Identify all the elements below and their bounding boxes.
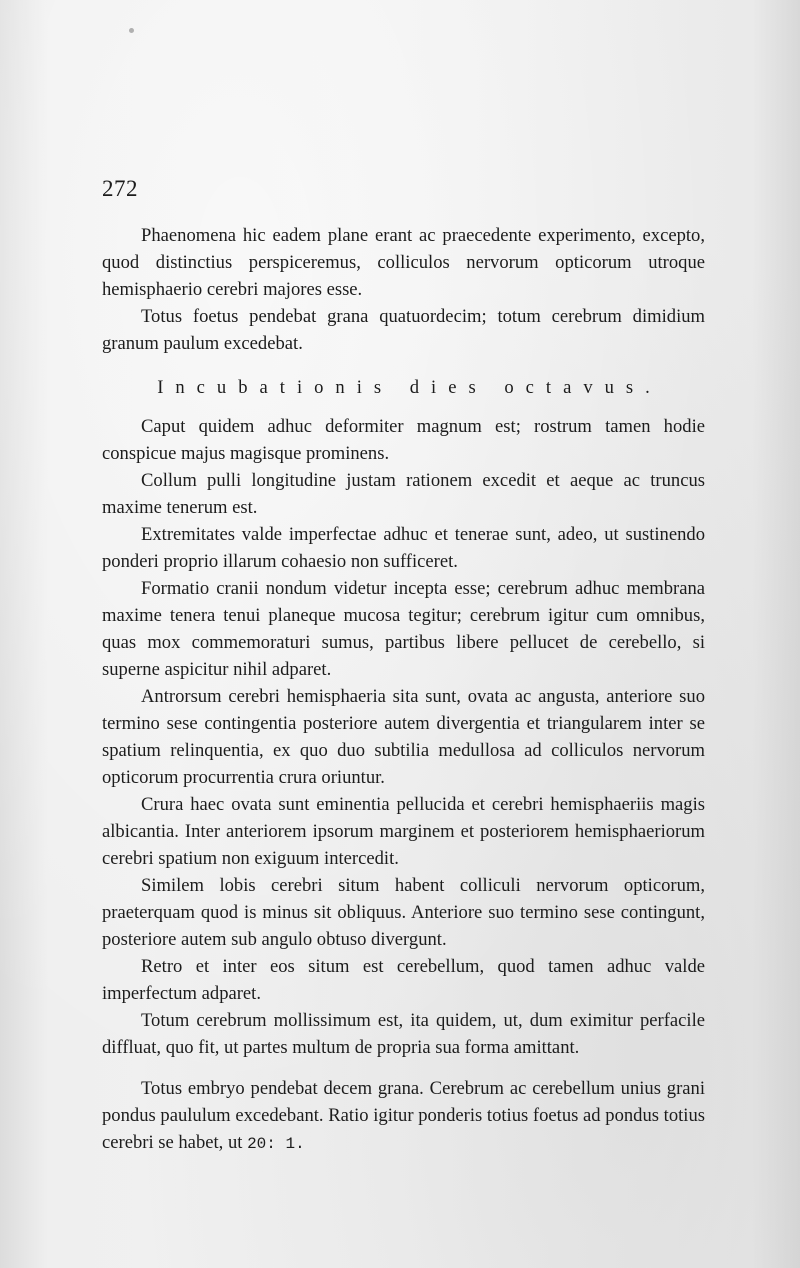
- final-paragraph-text: Totus embryo pendebat decem grana. Cerebrum ac cerebellum unius grani pondus paululum excedebant. Ratio igitur ponderis totius foetus ad pondus totius cerebri se habet, ut: [102, 1078, 705, 1153]
- paragraph: Similem lobis cerebri situm habent colliculi nervorum opticorum, praeterquam quod is minus sit obliquus. Anteriore suo termino sese contingunt, posteriore autem sub angulo obtuso divergunt.: [102, 875, 705, 950]
- paragraph: Antrorsum cerebri hemisphaeria sita sunt, ovata ac angusta, anteriore suo termino sese contingentia posteriore autem divergentia et triangularem inter se spatium relinquentia, ex quo duo subtilia medullosa ad colliculos nervorum opticorum procurrentia crura oriuntur.: [102, 686, 705, 788]
- paragraph: Totus foetus pendebat grana quatuordecim; totum cerebrum dimidium granum paulum excedebat.: [102, 306, 705, 354]
- paragraph: Extremitates valde imperfectae adhuc et tenerae sunt, adeo, ut sustinendo ponderi proprio illarum cohaesio non sufficeret.: [102, 524, 705, 572]
- paragraph: Phaenomena hic eadem plane erant ac praecedente experimento, excepto, quod distinctius perspiceremus, colliculos nervorum opticorum utroque hemisphaerio cerebri majores esse.: [102, 225, 705, 300]
- paragraph: Formatio cranii nondum videtur incepta esse; cerebrum adhuc membrana maxime tenera tenui planeque mucosa tegitur; cerebrum igitur cum omnibus, quas mox commemoraturi sumus, partibus libere pellucet de cerebello, si superne aspicitur nihil adparet.: [102, 578, 705, 680]
- paragraph: Caput quidem adhuc deformiter magnum est; rostrum tamen hodie conspicue majus magisque prominens.: [102, 416, 705, 464]
- paragraph: Totum cerebrum mollissimum est, ita quidem, ut, dum eximitur perfacile diffluat, quo fit, ut partes multum de propria sua forma amittant.: [102, 1010, 705, 1058]
- paragraph: Collum pulli longitudine justam rationem excedit et aeque ac truncus maxime tenerum est.: [102, 470, 705, 518]
- page-body: [102, 222, 705, 1158]
- final-paragraph: [102, 1075, 705, 1158]
- section-heading: Incubationis dies octavus.: [157, 377, 662, 398]
- ink-speck: [129, 28, 134, 33]
- paragraph: Crura haec ovata sunt eminentia pellucida et cerebri hemisphaeriis magis albicantia. Inter anteriorem ipsorum marginem et posteriorem hemisphaeriorum cerebri spatium non exiguum intercedit.: [102, 794, 705, 869]
- paragraph: Retro et inter eos situm est cerebellum, quod tamen adhuc valde imperfectum adparet.: [102, 956, 705, 1004]
- page-number: 272: [102, 176, 138, 201]
- weight-ratio: 20: 1.: [247, 1135, 305, 1153]
